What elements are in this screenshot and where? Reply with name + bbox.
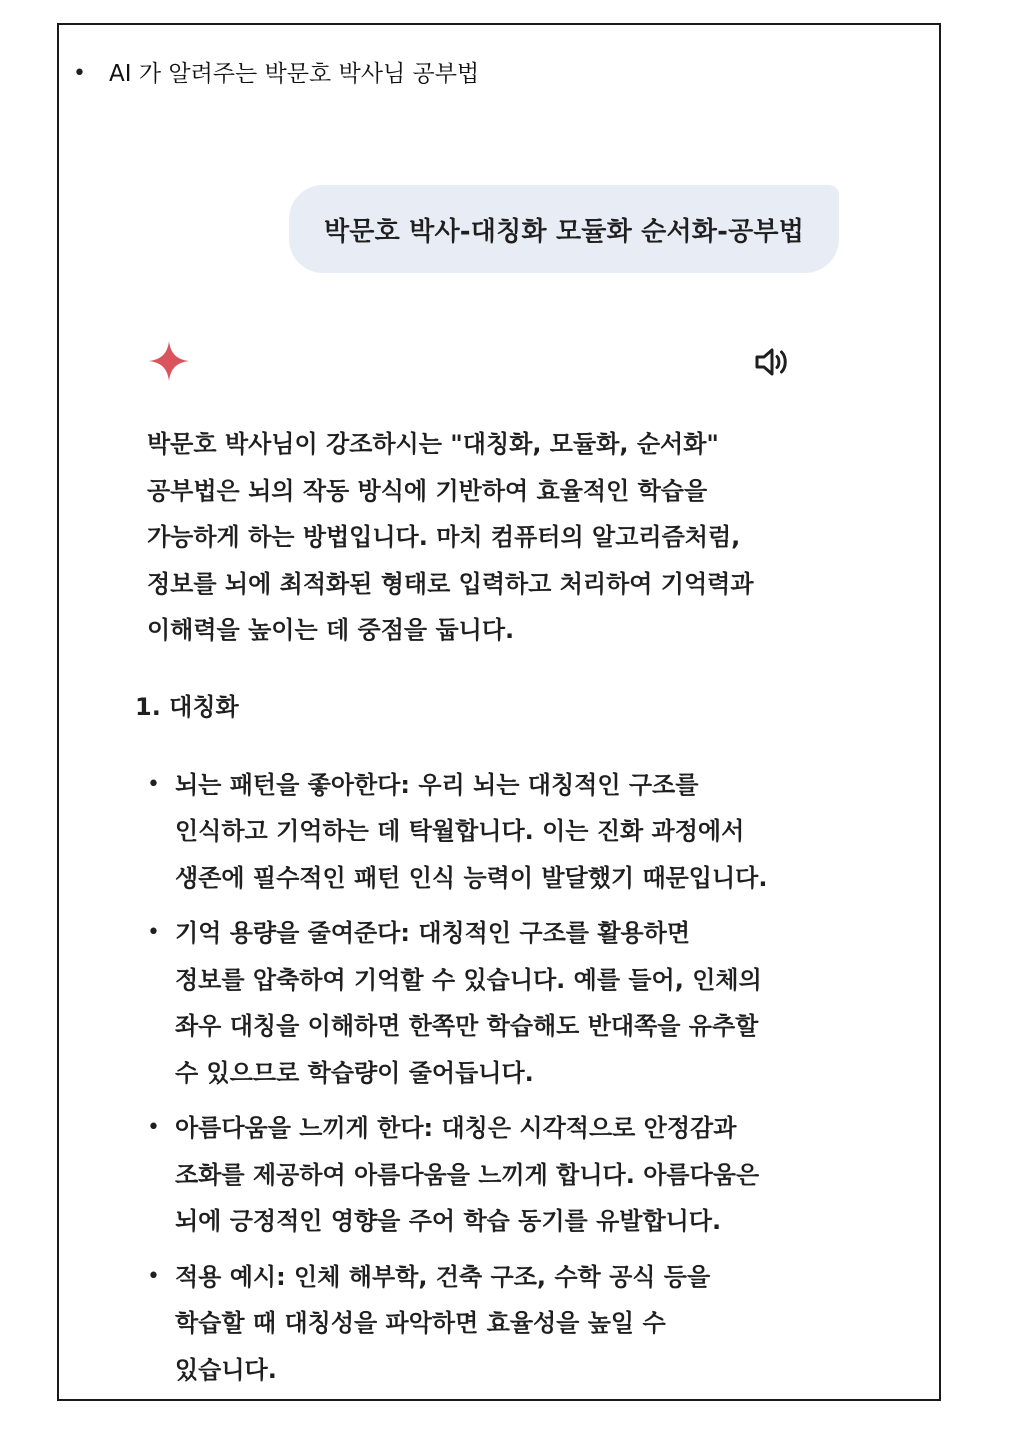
list-item-line: 뇌는 패턴을 좋아한다: 우리 뇌는 대칭적인 구조를	[175, 770, 699, 799]
symmetry-list	[147, 762, 847, 1394]
list-item-line: 생존에 필수적인 패턴 인식 능력이 발달했기 때문입니다.	[175, 863, 768, 892]
list-item	[147, 1105, 847, 1245]
assistant-answer	[135, 421, 847, 1401]
list-item-line: 학습할 때 대칭성을 파악하면 효율성을 높일 수	[175, 1309, 666, 1337]
list-item-line: 기억 용량을 줄여준다: 대칭적인 구조를 활용하면	[175, 919, 691, 947]
section-title: 1. 대칭화	[135, 692, 239, 721]
intro-line: 가능하게 하는 방법입니다. 마치 컴퓨터의 알고리즘처럼,	[147, 523, 741, 551]
intro-line: 박문호 박사님이 강조하시는 "대칭화, 모듈화, 순서화"	[147, 430, 719, 458]
list-item-line: 있습니다.	[175, 1355, 277, 1384]
list-bullet: •	[147, 1115, 160, 1140]
heading-bullet: •	[73, 61, 86, 86]
list-item-line: 인식하고 기억하는 데 탁월합니다. 이는 진화 과정에서	[175, 817, 745, 845]
document-heading: AI 가 알려주는 박문호 박사님 공부법	[109, 61, 480, 87]
list-bullet: •	[147, 1263, 160, 1289]
document-frame	[57, 23, 941, 1401]
list-item-line: 뇌에 긍정적인 영향을 주어 학습 동기를 유발합니다.	[175, 1207, 722, 1235]
list-bullet: •	[147, 920, 160, 945]
user-prompt-text: 박문호 박사-대칭화 모듈화 순서화-공부법	[323, 216, 805, 247]
list-item-line: 정보를 압축하여 기억할 수 있습니다. 예를 들어, 인체의	[175, 965, 762, 994]
sparkle-icon	[147, 339, 191, 383]
user-prompt-bubble	[289, 185, 839, 273]
list-item-line: 수 있으므로 학습량이 줄어듭니다.	[175, 1058, 534, 1087]
list-item	[147, 1254, 847, 1394]
intro-line: 공부법은 뇌의 작동 방식에 기반하여 효율적인 학습을	[147, 476, 708, 505]
list-item-line: 조화를 제공하여 아름다움을 느끼게 합니다. 아름다움은	[175, 1160, 760, 1189]
list-item-line: 아름다움을 느끼게 한다: 대칭은 시각적으로 안정감과	[175, 1114, 737, 1142]
list-item	[147, 910, 847, 1096]
list-bullet: •	[147, 771, 160, 797]
intro-line: 이해력을 높이는 데 중점을 둡니다.	[147, 616, 515, 644]
list-item	[147, 762, 847, 902]
intro-line: 정보를 뇌에 최적화된 형태로 입력하고 처리하여 기억력과	[147, 569, 754, 598]
list-item-line: 좌우 대칭을 이해하면 한쪽만 학습해도 반대쪽을 유추할	[175, 1012, 759, 1040]
intro-paragraph	[147, 421, 847, 654]
speaker-icon[interactable]	[753, 343, 791, 381]
list-item-line: 적용 예시: 인체 해부학, 건축 구조, 수학 공식 등을	[175, 1262, 711, 1291]
